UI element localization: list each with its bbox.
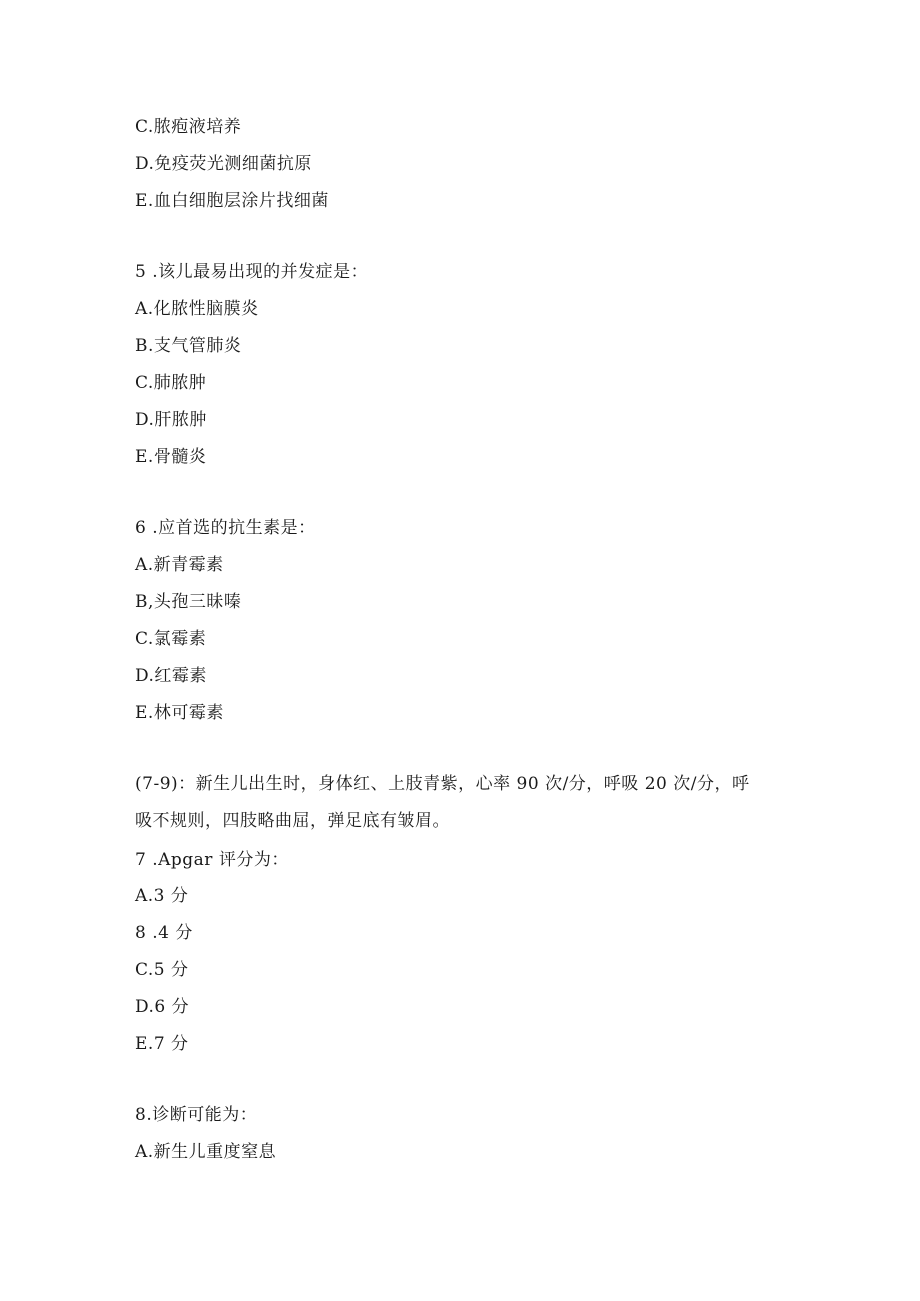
q8-stem: 8.诊断可能为： [135, 1105, 258, 1125]
q6-option-d: D.红霉素 [135, 666, 207, 686]
q6-option-c: C.氯霉素 [135, 629, 207, 649]
q5-option-e: E.骨髓炎 [135, 447, 207, 467]
case-7-9-line-2: 吸不规则，四肢略曲屈，弹足底有皱眉。 [135, 811, 450, 831]
q8-option-a: A.新生儿重度窒息 [135, 1142, 277, 1162]
q5-option-d: D.肝脓肿 [135, 410, 207, 430]
q7-option-c: C.5 分 [135, 960, 189, 980]
q6-stem: 6 .应首选的抗生素是： [135, 518, 316, 538]
q7-option-e: E.7 分 [135, 1034, 189, 1054]
q5-stem: 5 .该儿最易出现的并发症是： [135, 262, 369, 282]
q7-option-d: D.6 分 [135, 997, 190, 1017]
q7-option-a: A.3 分 [135, 886, 189, 906]
q6-option-e: E.林可霉素 [135, 703, 224, 723]
q4-option-e: E.血白细胞层涂片找细菌 [135, 191, 329, 211]
q7-option-b: 8 .4 分 [135, 923, 193, 943]
q5-option-b: B.支气管肺炎 [135, 336, 242, 356]
q4-option-c: C.脓疱液培养 [135, 117, 242, 137]
q6-option-b: B,头孢三昧嗪 [135, 592, 242, 612]
case-7-9-line-1: (7-9)：新生儿出生时，身体红、上肢青紫，心率 90 次/分，呼吸 20 次/分，呼 [135, 774, 750, 794]
q5-option-c: C.肺脓肿 [135, 373, 207, 393]
q4-option-d: D.免疫荧光测细菌抗原 [135, 154, 312, 174]
q6-option-a: A.新青霉素 [135, 555, 224, 575]
q7-stem: 7 .Apgar 评分为： [135, 850, 289, 870]
q5-option-a: A.化脓性脑膜炎 [135, 299, 259, 319]
